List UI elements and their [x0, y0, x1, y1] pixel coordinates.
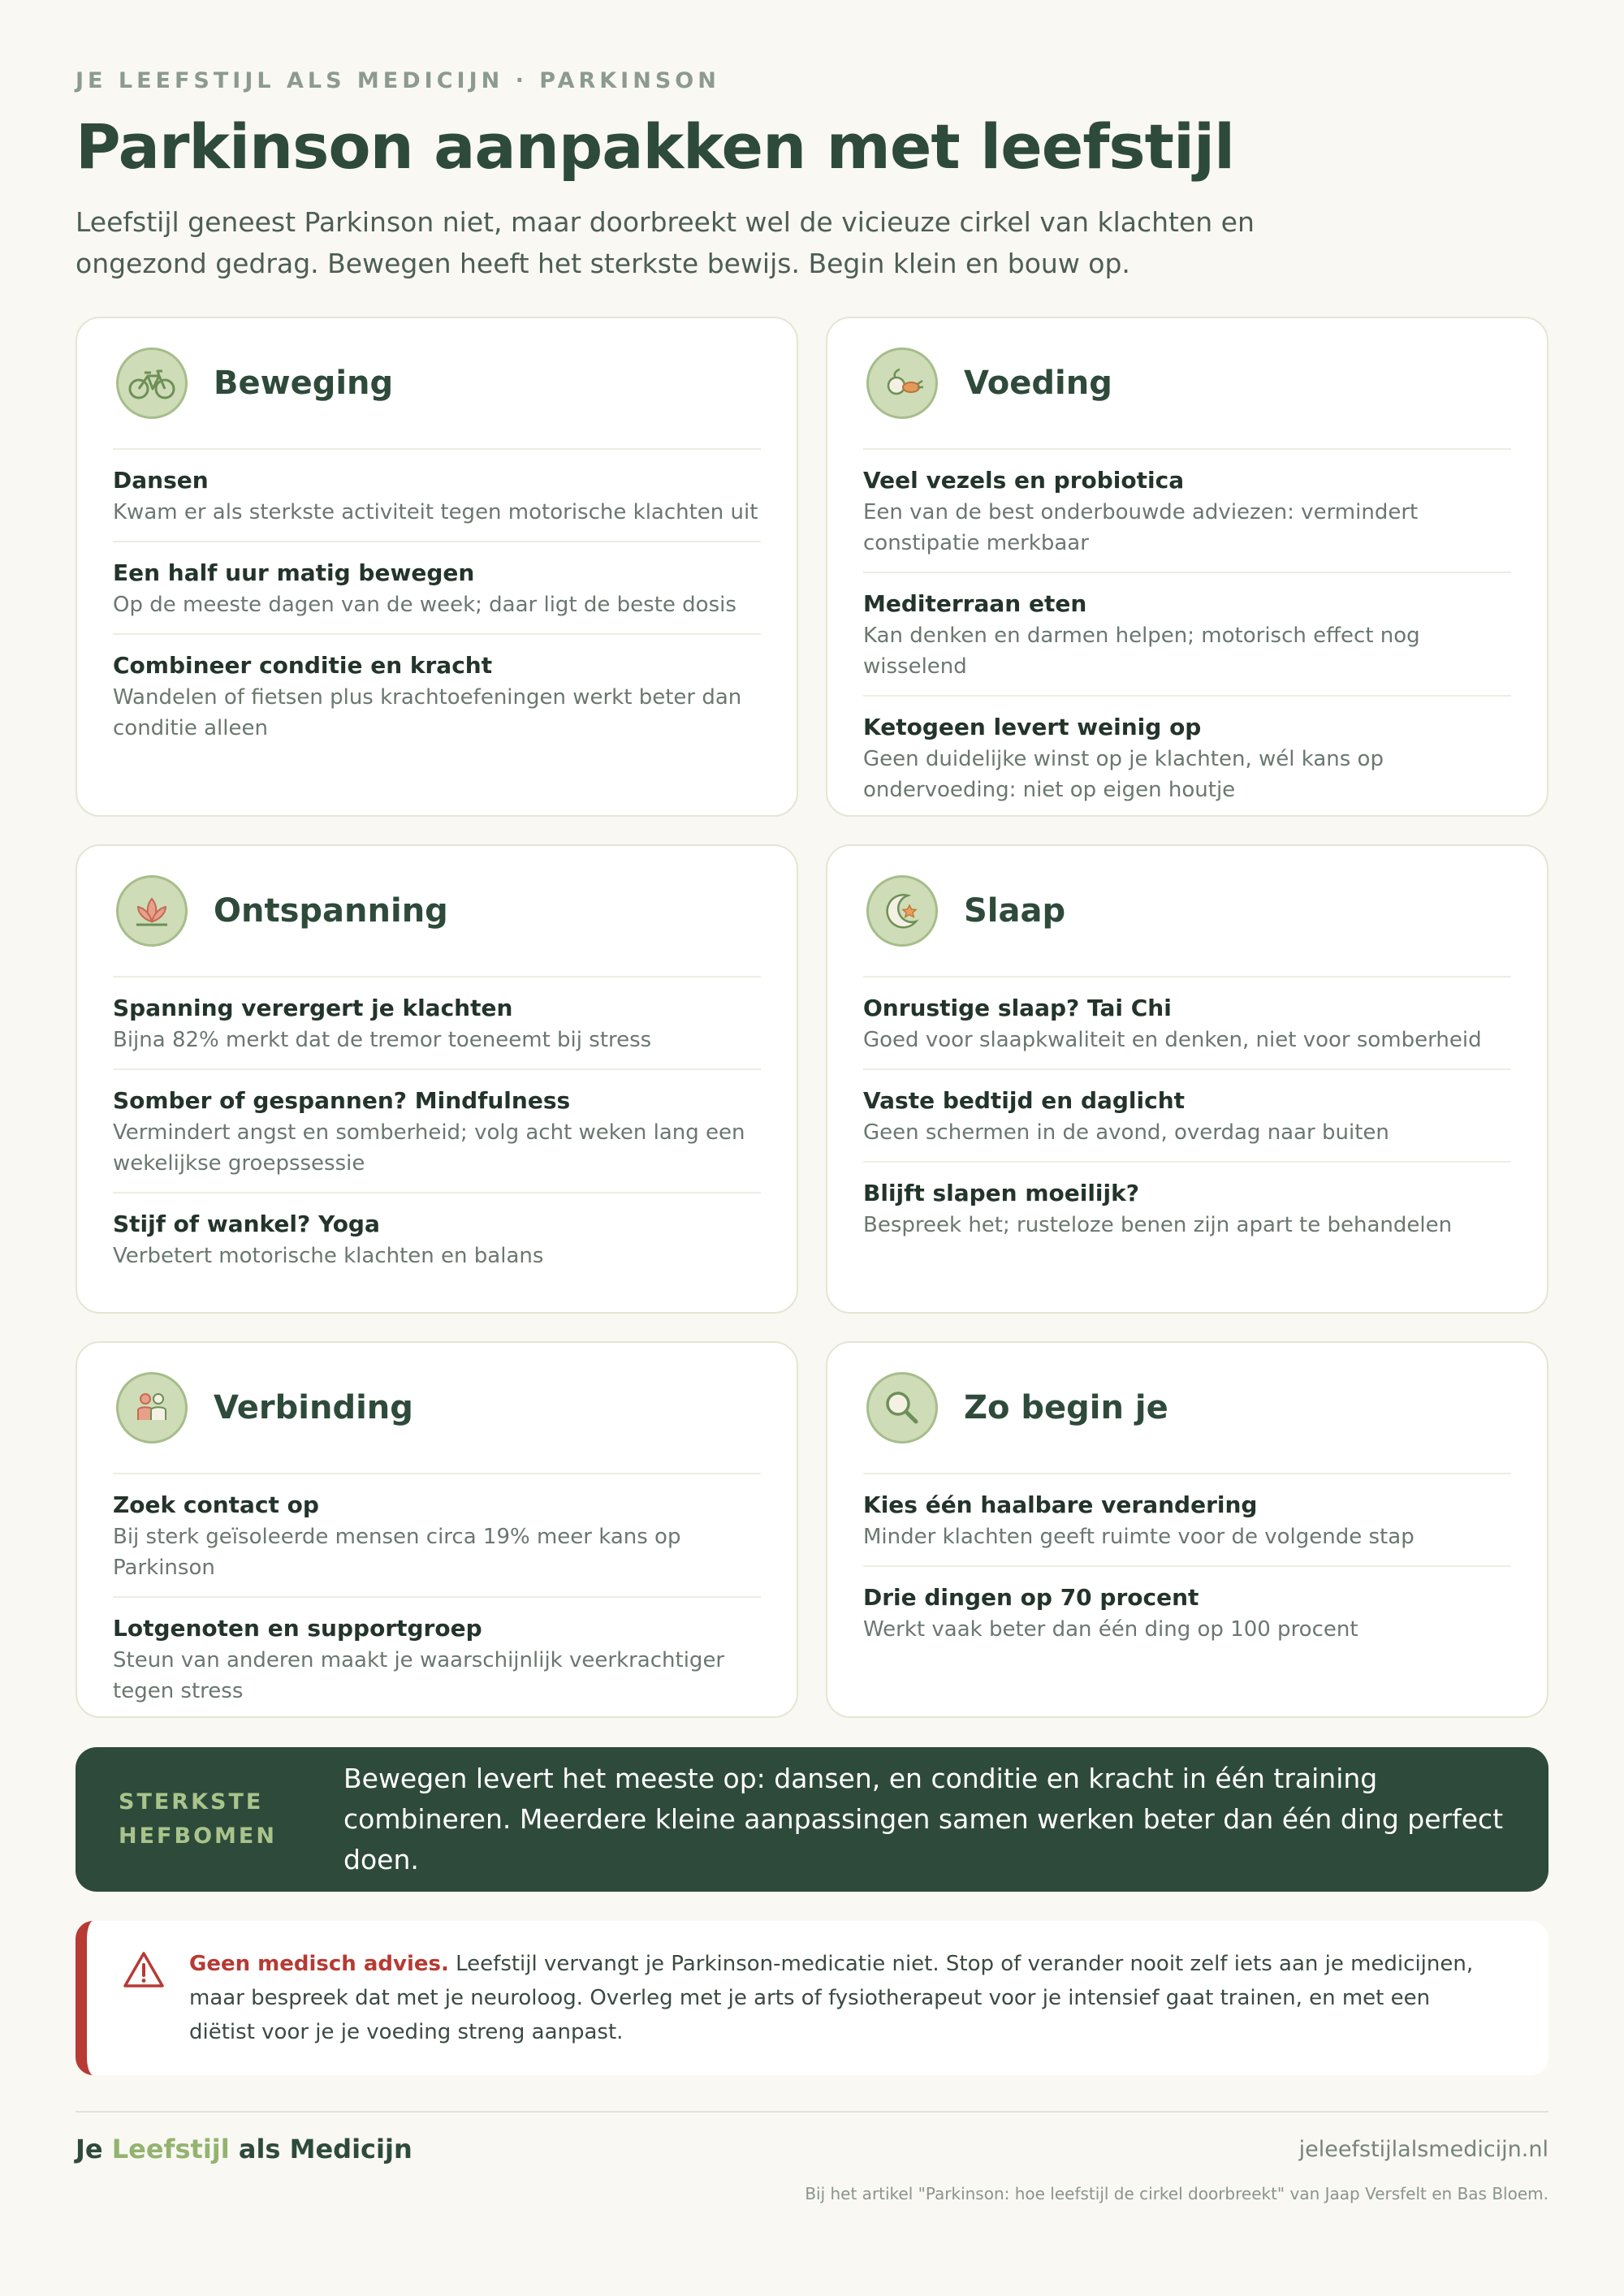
item-description: Op de meeste dagen van de week; daar ligt de beste dosis — [113, 593, 736, 617]
item-description: Wandelen of fietsen plus krachtoefeningen werkt beter dan conditie alleen — [113, 685, 742, 740]
item-title: Combineer conditie en kracht — [113, 652, 493, 679]
item-description: Steun van anderen maakt je waarschijnlijk veerkrachtiger tegen stress — [113, 1648, 725, 1703]
list-item — [113, 1598, 761, 1720]
item-title: Ketogeen levert weinig op — [863, 714, 1202, 740]
card-header — [113, 1343, 761, 1474]
card-beweging — [76, 317, 798, 817]
card-header — [863, 318, 1511, 450]
item-description: Geen schermen in de avond, overdag naar buiten — [863, 1120, 1389, 1145]
card-header — [113, 846, 761, 978]
medical-disclaimer — [76, 1921, 1548, 2075]
item-title: Stijf of wankel? Yoga — [113, 1211, 380, 1237]
item-description: Kan denken en darmen helpen; motorisch effect nog wisselend — [863, 624, 1420, 679]
card-title: Slaap — [964, 892, 1066, 930]
card-title: Ontspanning — [214, 892, 448, 930]
item-description: Bijna 82% merkt dat de tremor toeneemt bij stress — [113, 1028, 652, 1052]
disclaimer-text — [189, 1947, 1500, 2075]
banner-label-line: STERKSTE — [119, 1789, 264, 1815]
list-item — [863, 697, 1511, 818]
list-item — [863, 1163, 1511, 1254]
item-description: Verbetert motorische klachten en balans — [113, 1244, 544, 1268]
item-title: Zoek contact op — [113, 1491, 319, 1518]
brand-text: Je — [76, 2134, 112, 2164]
item-title: Een half uur matig bewegen — [113, 559, 475, 586]
card-zo-begin-je — [826, 1341, 1548, 1718]
card-title: Beweging — [214, 365, 394, 402]
item-title: Drie dingen op 70 procent — [863, 1584, 1199, 1611]
item-description: Kwam er als sterkste activiteit tegen motorische klachten uit — [113, 500, 758, 524]
people-icon — [116, 1372, 188, 1444]
list-item — [113, 1193, 761, 1284]
list-item — [113, 978, 761, 1070]
item-title: Dansen — [113, 467, 209, 494]
list-item — [863, 978, 1511, 1070]
item-title: Lotgenoten en supportgroep — [113, 1615, 482, 1642]
list-item — [863, 1567, 1511, 1658]
article-credit: Bij het artikel "Parkinson: hoe leefstijl de cirkel doorbreekt" van Jaap Versfelt en Bas Bloem. — [805, 2184, 1548, 2203]
item-title: Kies één haalbare verandering — [863, 1491, 1258, 1518]
item-description: Werkt vaak beter dan één ding op 100 procent — [863, 1617, 1358, 1642]
list-item — [113, 1070, 761, 1193]
list-item — [113, 635, 761, 757]
banner-label — [76, 1785, 343, 1854]
item-description: Geen duidelijke winst op je klachten, wél kans op ondervoeding: niet op eigen houtje — [863, 747, 1384, 802]
brand-accent: Leefstijl — [111, 2134, 230, 2164]
list-item — [863, 573, 1511, 697]
list-item — [863, 1070, 1511, 1163]
intro-text: Leefstijl geneest Parkinson niet, maar doorbreekt wel de vicieuze cirkel van klachten en ongezond gedrag. Bewegen heeft het sterkste bewijs. Begin klein en bouw op. — [76, 206, 1255, 279]
card-ontspanning — [76, 844, 798, 1314]
card-verbinding — [76, 1341, 798, 1718]
card-header — [863, 846, 1511, 978]
item-title: Mediterraan eten — [863, 590, 1087, 617]
item-title: Onrustige slaap? Tai Chi — [863, 995, 1172, 1021]
list-item — [113, 542, 761, 635]
food-icon — [866, 347, 938, 419]
item-title: Blijft slapen moeilijk? — [863, 1180, 1139, 1206]
card-title: Verbinding — [214, 1389, 413, 1426]
kicker: JE LEEFSTIJL ALS MEDICIJN · PARKINSON — [76, 68, 720, 93]
brand-logo — [76, 2134, 412, 2164]
card-title: Voeding — [964, 365, 1112, 402]
item-title: Veel vezels en probiotica — [863, 467, 1185, 494]
item-description: Minder klachten geeft ruimte voor de volgende stap — [863, 1525, 1415, 1549]
magnifier-icon — [866, 1372, 938, 1444]
page-title: Parkinson aanpakken met leefstijl — [76, 110, 1235, 183]
warning-icon — [123, 1950, 165, 2075]
list-item — [113, 1474, 761, 1598]
card-title: Zo begin je — [964, 1389, 1168, 1426]
disclaimer-heading: Geen medisch advies. — [189, 1952, 449, 1976]
disclaimer-body: Leefstijl vervangt je Parkinson-medicatie niet. Stop of verander nooit zelf iets aan je medicijnen, maar bespreek dat met je neuroloog. Overleg met je arts of fysiotherapeut voor je intensief gaat trainen, en met een diëtist voor je je voeding streng aanpast. — [189, 1952, 1474, 2044]
footer-divider — [76, 2111, 1548, 2113]
card-header — [863, 1343, 1511, 1474]
item-title: Vaste bedtijd en daglicht — [863, 1087, 1186, 1114]
banner-text: Bewegen levert het meeste op: dansen, en conditie en kracht in één training combineren. Meerdere kleine aanpassingen samen werken beter dan één ding perfect doen. — [343, 1763, 1504, 1875]
moon-star-icon — [866, 875, 938, 947]
banner-label-line: HEFBOMEN — [119, 1823, 277, 1849]
item-description: Bespreek het; rusteloze benen zijn apart te behandelen — [863, 1213, 1453, 1237]
item-description: Goed voor slaapkwaliteit en denken, niet voor somberheid — [863, 1028, 1482, 1052]
item-title: Spanning verergert je klachten — [113, 995, 513, 1021]
item-description: Vermindert angst en somberheid; volg acht weken lang een wekelijkse groepssessie — [113, 1120, 745, 1176]
list-item — [113, 450, 761, 542]
lotus-icon — [116, 875, 188, 947]
card-slaap — [826, 844, 1548, 1314]
website-link[interactable]: jeleefstijlalsmedicijn.nl — [1298, 2137, 1548, 2162]
card-header — [113, 318, 761, 450]
item-description: Bij sterk geïsoleerde mensen circa 19% meer kans op Parkinson — [113, 1525, 681, 1580]
key-levers-banner — [76, 1747, 1548, 1892]
item-title: Somber of gespannen? Mindfulness — [113, 1087, 571, 1114]
list-item — [863, 1474, 1511, 1567]
bicycle-icon — [116, 347, 188, 419]
item-description: Een van de best onderbouwde adviezen: vermindert constipatie merkbaar — [863, 500, 1419, 555]
card-voeding — [826, 317, 1548, 817]
list-item — [863, 450, 1511, 573]
brand-text: als Medicijn — [229, 2134, 412, 2164]
